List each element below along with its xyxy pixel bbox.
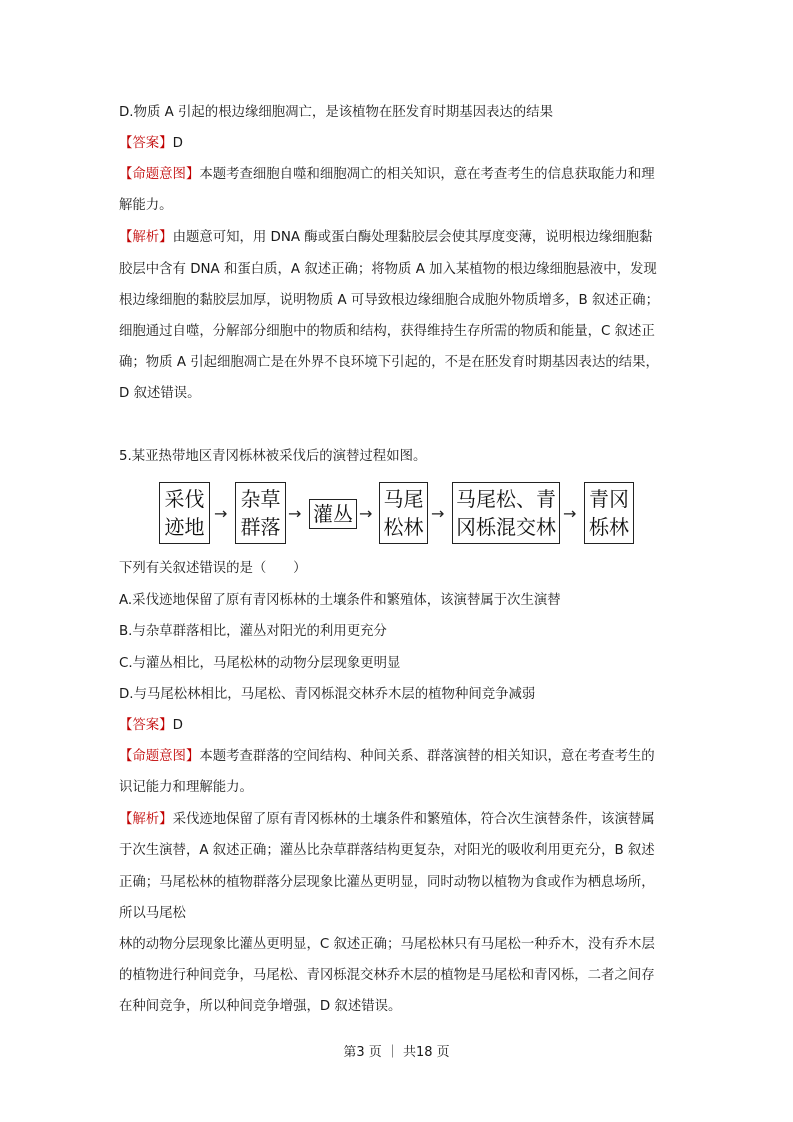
q5-stem: 5.某亚热带地区青冈栎林被采伐后的演替过程如图。 xyxy=(119,449,427,464)
q4-analysis-line-5: 确；物质 A 引起细胞凋亡是在外界不良环境下引起的，不是在胚发育时期基因表达的结果， xyxy=(119,355,659,370)
q5-analysis-line-3: 正确；马尾松林的植物群落分层现象比灌丛更明显，同时动物以植物为食或作为栖息场所， xyxy=(119,875,655,890)
flow-box-text: 松林 xyxy=(383,515,424,539)
flow-box-pine xyxy=(379,482,428,544)
flow-box-text: 灌丛 xyxy=(313,502,353,526)
intent-text: 本题考查群落的空间结构、种间关系、群落演替的相关知识，意在考查考生的 xyxy=(199,749,655,764)
flow-box-clearcut xyxy=(159,482,210,544)
analysis-tag: 【解析】 xyxy=(119,230,173,245)
q4-analysis-line-4: 细胞通过自噬，分解部分细胞中的物质和结构，获得维持生存所需的物质和能量，C 叙述正 xyxy=(119,324,655,339)
flow-box-text: 青冈 xyxy=(589,487,629,511)
answer-tag: 【答案】 xyxy=(119,718,173,733)
q5-analysis-line-2: 于次生演替，A 叙述正确；灌丛比杂草群落结构更复杂，对阳光的吸收利用更充分，B 叙述 xyxy=(119,843,655,858)
flow-box-mixed-forest xyxy=(452,482,560,544)
analysis-tag: 【解析】 xyxy=(119,812,173,827)
flow-box-text: 栎林 xyxy=(589,515,629,539)
q4-option-d: D.物质 A 引起的根边缘细胞凋亡，是该植物在胚发育时期基因表达的结果 xyxy=(119,105,553,120)
q4-analysis-line-2: 胶层中含有 DNA 和蛋白质，A 叙述正确；将物质 A 加入某植物的根边缘细胞悬液中，发现 xyxy=(119,262,657,277)
flow-box-text: 杂草 xyxy=(240,487,281,511)
q5-prompt: 下列有关叙述错误的是（ ） xyxy=(119,561,307,576)
flow-box-weeds xyxy=(235,482,286,544)
answer-value: D xyxy=(172,136,183,151)
flow-box-text: 采伐 xyxy=(164,487,205,511)
q5-option-a: A.采伐迹地保留了原有青冈栎林的土壤条件和繁殖体，该演替属于次生演替 xyxy=(119,593,561,608)
q4-analysis-line-1 xyxy=(119,229,652,247)
flow-box-oak-forest xyxy=(584,482,634,544)
q5-analysis-line-4: 所以马尾松 xyxy=(119,906,186,921)
flow-arrow: → xyxy=(563,504,577,523)
intent-tag: 【命题意图】 xyxy=(119,167,200,182)
answer-value: D xyxy=(172,718,183,733)
flow-box-text: 群落 xyxy=(240,515,281,539)
answer-tag: 【答案】 xyxy=(119,136,173,151)
q5-option-b: B.与杂草群落相比，灌丛对阳光的利用更充分 xyxy=(119,624,387,639)
q4-analysis-line-6: D 叙述错误。 xyxy=(119,386,201,401)
q5-option-c: C.与灌丛相比，马尾松林的动物分层现象更明显 xyxy=(119,656,401,671)
analysis-text: 由题意可知，用 DNA 酶或蛋白酶处理黏胶层会使其厚度变薄，说明根边缘细胞黏 xyxy=(172,230,653,245)
flow-box-text: 冈栎混交林 xyxy=(456,515,556,539)
flow-box-text: 迹地 xyxy=(164,515,205,539)
q5-analysis-line-5: 林的动物分层现象比灌丛更明显，C 叙述正确；马尾松林只有马尾松一种乔木，没有乔木层 xyxy=(119,937,655,952)
q5-option-d: D.与马尾松林相比，马尾松、青冈栎混交林乔木层的植物种间竞争减弱 xyxy=(119,687,536,702)
q5-analysis-line-1 xyxy=(119,811,655,829)
q5-analysis-line-7: 在种间竞争，所以种间竞争增强，D 叙述错误。 xyxy=(119,999,402,1014)
flow-box-text: 马尾松、青 xyxy=(456,487,556,511)
flow-arrow: → xyxy=(431,504,445,523)
q4-analysis-line-3: 根边缘细胞的黏胶层加厚，说明物质 A 可导致根边缘细胞合成胞外物质增多，B 叙述正确； xyxy=(119,293,659,308)
page-footer: 第3 页 ｜ 共18 页 xyxy=(343,1045,450,1060)
q5-intent-line-1 xyxy=(119,748,655,766)
flow-arrow: → xyxy=(288,504,302,523)
intent-text: 本题考查细胞自噬和细胞凋亡的相关知识，意在考查考生的信息获取能力和理 xyxy=(199,167,655,182)
q5-intent-line-2: 识记能力和理解能力。 xyxy=(119,780,253,795)
analysis-text: 采伐迹地保留了原有青冈栎林的土壤条件和繁殖体，符合次生演替条件，该演替属 xyxy=(172,812,655,827)
q5-analysis-line-6: 的植物进行种间竞争，马尾松、青冈栎混交林乔木层的植物是马尾松和青冈栎，二者之间存 xyxy=(119,968,655,983)
q4-intent-line-2: 解能力。 xyxy=(119,198,173,213)
flow-box-text: 马尾 xyxy=(383,487,424,511)
intent-tag: 【命题意图】 xyxy=(119,749,200,764)
q4-answer-line xyxy=(119,135,183,153)
flow-box-shrub xyxy=(309,499,357,529)
q4-intent-line-1 xyxy=(119,166,655,184)
flow-arrow: → xyxy=(359,504,373,523)
flow-arrow: → xyxy=(214,504,228,523)
q5-answer-line xyxy=(119,717,183,735)
